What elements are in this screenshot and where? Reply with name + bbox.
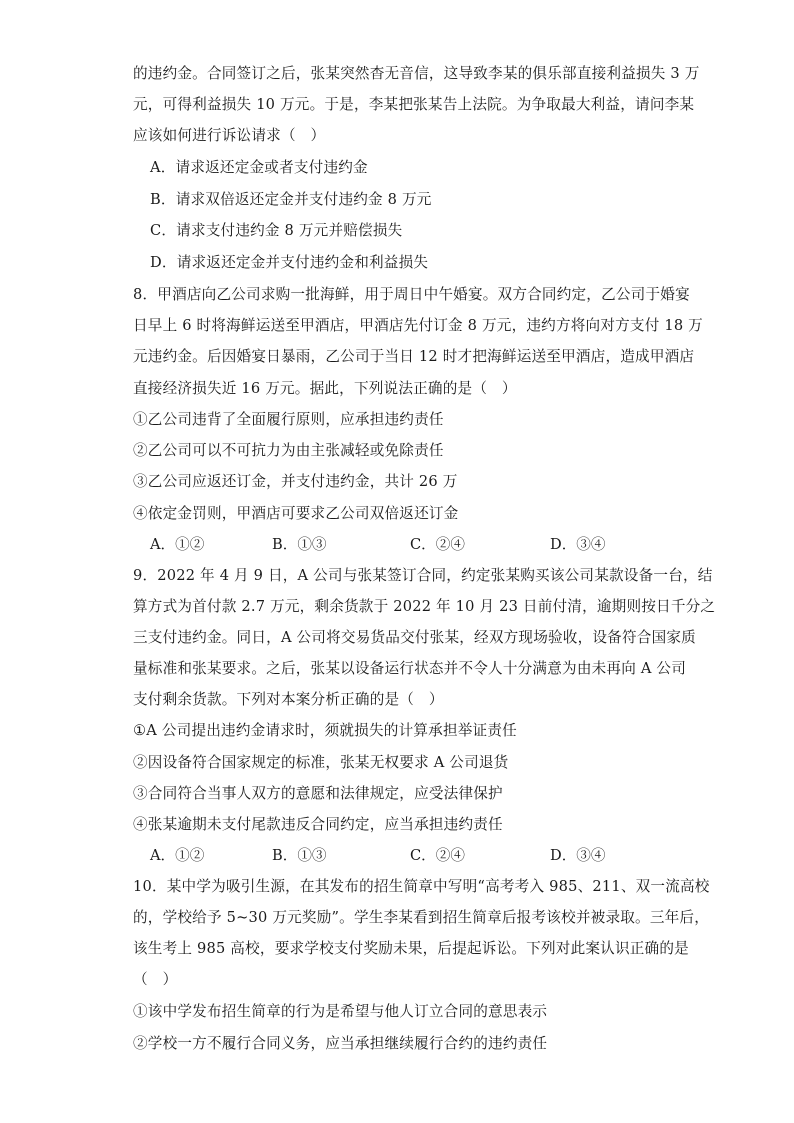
q10-text-line-4: （ ） [133,971,178,988]
q9-choice-d: D．③④ [550,847,606,864]
q8-text-line-4: 直接经济损失近 16 万元。据此，下列说法正确的是（ ） [133,380,517,397]
q8-statement-2: ②乙公司可以不可抗力为由主张减轻或免除责任 [133,442,444,459]
q8-text-line-1: 8．甲酒店向乙公司求购一批海鲜，用于周日中午婚宴。双方合同约定，乙公司于婚宴 [133,286,690,303]
q9-text-line-4: 量标准和张某要求。之后，张某以设备运行状态并不令人十分满意为由未再向 A 公司 [133,660,686,677]
q9-statement-2: ②因设备符合国家规定的标准，张某无权要求 A 公司退货 [133,754,509,771]
q7-text-line-1: 的违约金。合同签订之后，张某突然杳无音信，这导致李某的俱乐部直接利益损失 3 万 [133,65,700,82]
q10-statement-2: ②学校一方不履行合同义务，应当承担继续履行合约的违约责任 [133,1035,548,1052]
q8-choices [150,535,670,555]
q10-text-line-3: 该生考上 985 高校，要求学校支付奖励未果，后提起诉讼。下列对此案认识正确的是 [133,940,689,957]
q8-statement-1: ①乙公司违背了全面履行原则，应承担违约责任 [133,411,444,428]
q9-text-line-3: 三支付违约金。同日，A 公司将交易货品交付张某，经双方现场验收，设备符合国家质 [133,629,696,646]
q9-statement-1: ①A 公司提出违约金请求时，须就损失的计算承担举证责任 [133,722,517,739]
q7-option-d: D．请求返还定金并支付违约金和利益损失 [150,254,429,271]
q7-option-a: A．请求返还定金或者支付违约金 [150,159,368,176]
q9-statement-3: ③合同符合当事人双方的意愿和法律规定，应受法律保护 [133,785,503,802]
q9-text-line-2: 算方式为首付款 2.7 万元，剩余货款于 2022 年 10 月 23 日前付清，逾期则按日千分之 [133,598,716,615]
q8-choice-c: C．②④ [410,536,465,553]
q9-choices [150,846,670,866]
q8-text-line-3: 元违约金。后因婚宴日暴雨，乙公司于当日 12 时才把海鲜运送至甲酒店，造成甲酒店 [133,348,695,365]
q10-text-line-1: 10．某中学为吸引生源，在其发布的招生简章中写明“高考考入 985、211、双一流高校 [133,878,710,895]
q9-text-line-1: 9．2022 年 4 月 9 日，A 公司与张某签订合同，约定张某购买该公司某款设备一台，结 [133,567,713,584]
q8-statement-3: ③乙公司应返还订金，并支付违约金，共计 26 万 [133,473,458,490]
q9-choice-a: A．①② [150,847,205,864]
q9-text-line-5: 支付剩余货款。下列对本案分析正确的是（ ） [133,691,444,708]
q8-choice-d: D．③④ [550,536,606,553]
q10-statement-1: ①该中学发布招生简章的行为是希望与他人订立合同的意思表示 [133,1003,548,1020]
q9-choice-c: C．②④ [410,847,465,864]
q8-choice-b: B．①③ [272,536,327,553]
q8-choice-a: A．①② [150,536,205,553]
q8-statement-4: ④依定金罚则，甲酒店可要求乙公司双倍返还订金 [133,505,459,522]
q10-text-line-2: 的，学校给予 5~30 万元奖励”。学生李某看到招生简章后报考该校并被录取。三年后， [133,909,710,926]
q9-statement-4: ④张某逾期未支付尾款违反合同约定，应当承担违约责任 [133,816,503,833]
q7-option-c: C．请求支付违约金 8 万元并赔偿损失 [150,222,403,239]
q7-text-line-3: 应该如何进行诉讼请求（ ） [133,127,326,144]
q7-option-b: B．请求双倍返还定金并支付违约金 8 万元 [150,191,432,208]
q9-choice-b: B．①③ [272,847,327,864]
q8-text-line-2: 日早上 6 时将海鲜运送至甲酒店，甲酒店先付订金 8 万元，违约方将向对方支付 18 万 [133,317,703,334]
q7-text-line-2: 元，可得利益损失 10 万元。于是，李某把张某告上法院。为争取最大利益，请问李某 [133,96,695,113]
